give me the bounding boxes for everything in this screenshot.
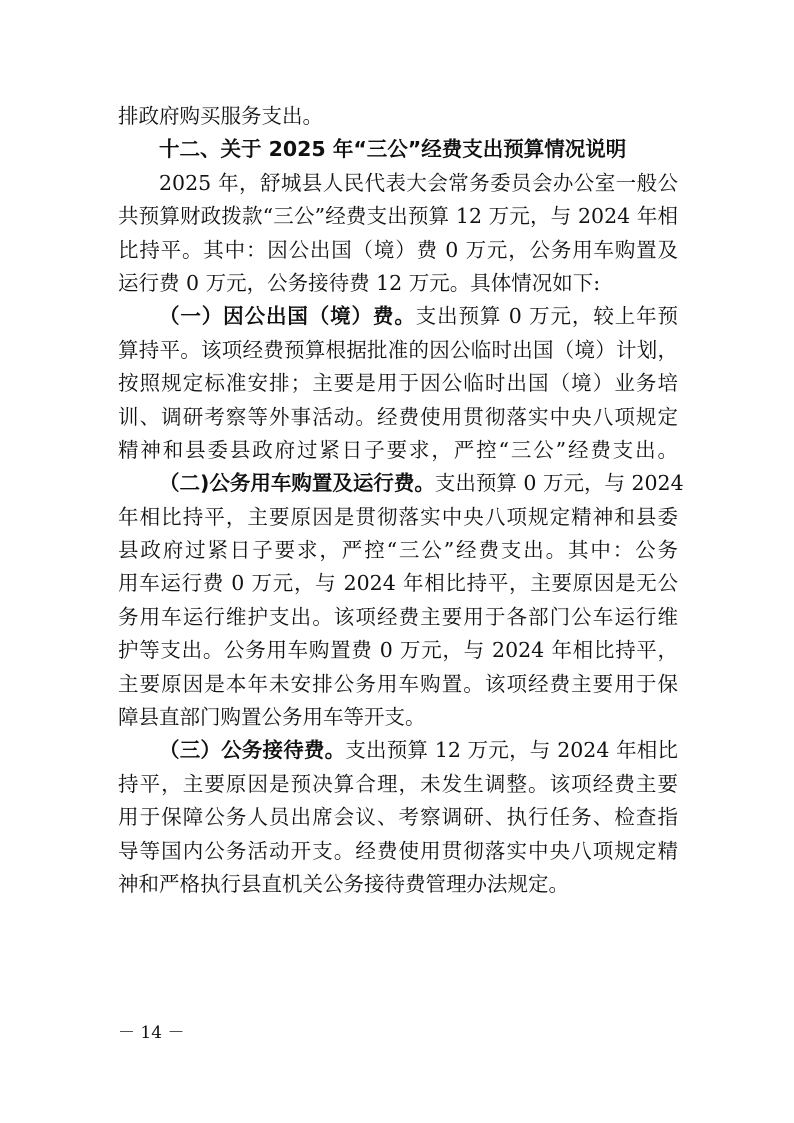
subsection-heading: （一）因公出国（境）费。 [159,304,416,329]
text-line: 精神和县委县政府过紧日子要求，严控“三公”经费支出。 [118,437,678,462]
text-line: 务用车运行维护支出。该项经费主要用于各部门公车运行维 [118,604,678,629]
text-line: 护等支出。公务用车购置费 0 万元，与 2024 年相比持平， [118,638,678,663]
text-line: 用于保障公务人员出席会议、考察调研、执行任务、检查指 [118,805,678,830]
subsection-heading: （二)公务用车购置及运行费。 [159,471,435,496]
document-body [118,100,684,901]
text-line: 训、调研考察等外事活动。经费使用贯彻落实中央八项规定 [118,404,678,429]
text-line: 共预算财政拨款“三公”经费支出预算 12 万元，与 2024 年相 [118,204,678,229]
text-line: 用车运行费 0 万元，与 2024 年相比持平，主要原因是无公 [118,571,678,596]
subsection-line [118,300,678,333]
subsection-line [118,467,684,500]
section-heading: 十二、关于 2025 年“三公”经费支出预算情况说明 [159,137,627,162]
subsection-heading: （三）公务接待费。 [159,738,346,763]
text-line: 障县直部门购置公务用车等开支。 [118,705,426,730]
text-line: 运行费 0 万元，公务接待费 12 万元。具体情况如下: [118,270,601,295]
text-line: 排政府购买服务支出。 [118,104,323,128]
text-line: 比持平。其中：因公出国（境）费 0 万元，公务用车购置及 [118,237,678,262]
subsection-line [118,734,678,767]
text-line: 按照规定标准安排；主要是用于因公临时出国（境）业务培 [118,371,678,396]
text-span: 支出预算 12 万元，与 2024 年相比 [345,738,678,763]
text-line: 2025 年，舒城县人民代表大会常务委员会办公室一般公 [159,170,678,195]
text-line: 算持平。该项经费预算根据批准的因公临时出国（境）计划， [118,337,678,362]
text-line: 县政府过紧日子要求，严控“三公”经费支出。其中：公务 [118,538,678,563]
text-span: 支出预算 0 万元，较上年预 [415,304,679,329]
text-line: 持平，主要原因是预决算合理，未发生调整。该项经费主要 [118,771,678,796]
text-span: 支出预算 0 万元，与 2024 [434,471,684,496]
text-line: 年相比持平，主要原因是贯彻落实中央八项规定精神和县委 [118,504,678,529]
text-line: 导等国内公务活动开支。经费使用贯彻落实中央八项规定精 [118,838,678,863]
text-line: 主要原因是本年未安排公务用车购置。该项经费主要用于保 [118,671,678,696]
text-line: 神和严格执行县直机关公务接待费管理办法规定。 [118,871,569,896]
page-number: － 14 － [118,1023,185,1043]
